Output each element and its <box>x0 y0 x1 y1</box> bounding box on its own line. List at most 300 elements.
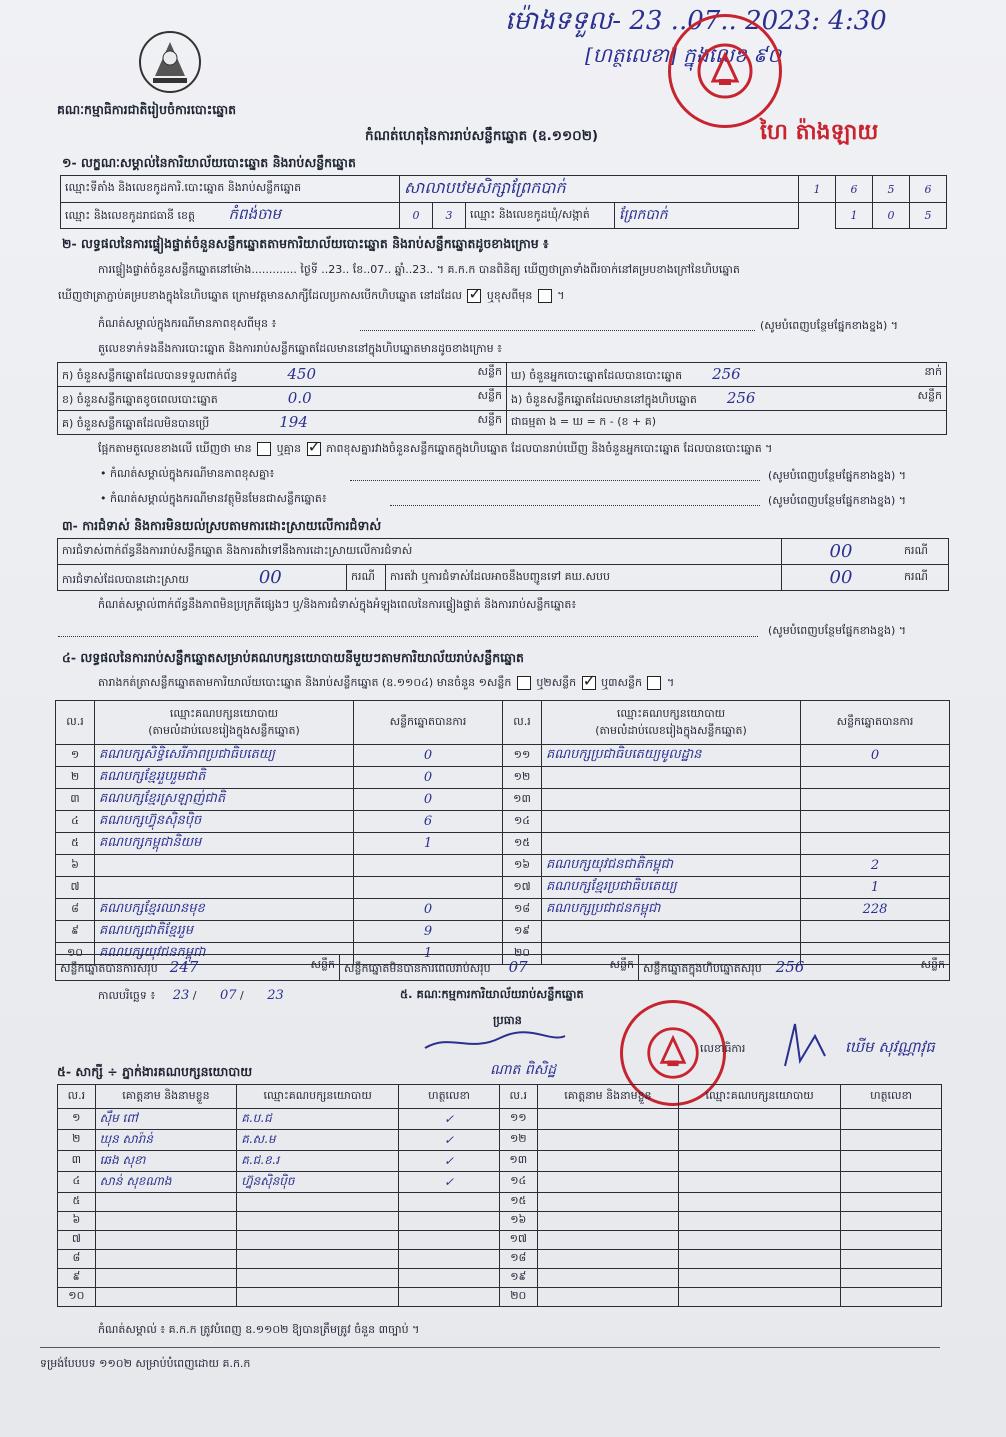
figure-ko <box>58 411 507 435</box>
witness-no: ៩ <box>58 1269 96 1288</box>
objections-table <box>57 538 949 591</box>
result-votes: 6 <box>354 811 503 833</box>
witness-party <box>237 1231 399 1250</box>
witness-row <box>58 1151 942 1172</box>
witness-party <box>679 1250 841 1269</box>
total-box-value: 256 <box>775 957 805 976</box>
province-code-1: 0 <box>400 203 433 229</box>
result-party: គណបក្សប្រជាធិបតេយ្យមូលដ្ឋាន <box>542 745 801 767</box>
irregularities-line <box>58 636 758 637</box>
witness-party: គ.ជ.ខ.រ <box>237 1151 399 1172</box>
copies-note: កំណត់សម្គាល់ ៖ គ.ក.ក ត្រូវបំពេញ ឧ.១១០២ ឱ្យបានត្រឹមត្រូវ ចំនួន ៣ច្បាប់ ។ <box>98 1323 420 1336</box>
total-valid-label: សន្លឹកឆ្នោតបានការសរុប <box>60 961 158 975</box>
irregularities-note: កំណត់សម្គាល់ពាក់ព័ន្ធនឹងភាពមិនប្រក្រតីផ្សេងៗ ឬ/និងការជំទាស់ក្នុងអំឡុងពេលនៃការផ្ទៀងផ្ទាត់ និងការរាប់សន្លឹកឆ្នោត៖ <box>98 598 577 611</box>
figure-ngo <box>507 387 947 411</box>
witness-signature <box>841 1212 942 1231</box>
date-year: 23 <box>267 988 284 1003</box>
result-party: គណបក្សយុវជនកម្ពុជា <box>95 943 354 965</box>
witness-header-sign-left: ហត្ថលេខា <box>399 1085 500 1109</box>
witness-no: ២០ <box>499 1288 537 1307</box>
commune-code-2: 0 <box>873 203 910 229</box>
result-no: ១៨ <box>503 899 542 921</box>
results-row <box>56 745 950 767</box>
commune-label: ឈ្មោះ និងលេខកូដឃុំ/សង្កាត់ <box>466 203 615 229</box>
bullet-foreign-line <box>390 505 760 506</box>
witness-no: ១៤ <box>499 1172 537 1193</box>
witness-no: ១៨ <box>499 1250 537 1269</box>
witness-name <box>537 1250 679 1269</box>
no-discrepancy-checkbox[interactable] <box>307 442 321 456</box>
location-value: សាលាបឋមសិក្សាព្រែកបាក់ <box>400 176 799 203</box>
result-party: គណបក្សជាតិខ្មែររួម <box>95 921 354 943</box>
resolved-cell <box>58 565 347 591</box>
results-header-party-left <box>95 701 354 745</box>
witness-no: ១២ <box>499 1130 537 1151</box>
results-table <box>55 700 950 965</box>
witness-no: ៤ <box>58 1172 96 1193</box>
figure-ka <box>58 363 507 387</box>
witness-signature <box>399 1269 500 1288</box>
result-votes: 1 <box>354 943 503 965</box>
location-code-1: 1 <box>799 176 836 203</box>
result-party: គណបក្សខ្មែរប្រជាធិបតេយ្យ <box>542 877 801 899</box>
witness-header-party-left: ឈ្មោះគណបក្សនយោបាយ <box>237 1085 399 1109</box>
official-stamp-top <box>668 14 782 128</box>
handwritten-received-time: ម៉ោងទទួល- 23 ..07.. 2023: 4:30 <box>505 6 887 36</box>
witness-party <box>237 1250 399 1269</box>
result-no: ៩ <box>56 921 95 943</box>
witness-name <box>95 1212 237 1231</box>
chair-name: ណាត ពិសិដ្ឋ <box>490 1062 556 1078</box>
witness-no: ១៥ <box>499 1193 537 1212</box>
witness-row <box>58 1231 942 1250</box>
witness-signature: ✓ <box>399 1130 500 1151</box>
date-line: កាលបរិច្ឆេទ ៖ 23 / 07 / 23 <box>98 988 284 1003</box>
sheets-count-line: តារាងកត់ត្រាសន្លឹកឆ្នោតតាមការិយាល័យបោះឆ្នោត និងរាប់សន្លឹកឆ្នោត (ឧ.១១០៤) មានចំនួន ១សន្លឹក ឬ២សន្លឹក ✓ ឬ៣សន្លឹក ។ <box>98 676 674 690</box>
witness-header-sign-right: ហត្ថលេខា <box>841 1085 942 1109</box>
witness-no: ៣ <box>58 1151 96 1172</box>
result-votes <box>354 855 503 877</box>
total-valid-cell <box>56 955 340 981</box>
witness-party <box>237 1212 399 1231</box>
witness-name <box>95 1288 237 1307</box>
one-sheet-checkbox[interactable] <box>517 676 531 690</box>
result-no: ១៦ <box>503 855 542 877</box>
witness-row <box>58 1109 942 1130</box>
changed-label: ឬខុសពីមុន <box>486 289 533 302</box>
three-sheets-label: ឬ៣សន្លឹក <box>601 676 642 689</box>
figure-gho-value: 256 <box>712 364 741 383</box>
witness-table <box>57 1084 942 1307</box>
total-invalid-cell <box>340 955 639 981</box>
figure-kha-value: 0.0 <box>287 388 312 407</box>
result-votes: 0 <box>801 745 950 767</box>
objections-unit: ករណី <box>900 539 949 565</box>
total-box-unit: សន្លឹក <box>920 957 945 971</box>
witness-no: ១០ <box>58 1288 96 1307</box>
result-votes <box>801 833 950 855</box>
witness-signature <box>399 1193 500 1212</box>
bullet-discrepancy-line <box>350 480 760 481</box>
figure-ko-label: គ) ចំនួនសន្លឹកឆ្នោតដែលមិនបានប្រើ <box>62 416 210 430</box>
irregularities-hint: (សូមបំពេញបន្ថែមផ្នែកខាងខ្នង) ។ <box>768 624 907 637</box>
result-no: ១៣ <box>503 789 542 811</box>
witness-name <box>537 1172 679 1193</box>
figure-ngo-value: 256 <box>726 388 756 407</box>
figure-ka-unit: សន្លឹក <box>477 364 502 378</box>
witness-party <box>679 1151 841 1172</box>
secretary-label: លេខាធិការ <box>700 1042 746 1055</box>
results-header-votes-left: សន្លឹកឆ្នោតបានការ <box>354 701 503 745</box>
results-header-party-left-title: ឈ្មោះគណបក្សនយោបាយ <box>169 707 279 720</box>
witness-party <box>237 1269 399 1288</box>
witness-no: ៨ <box>58 1250 96 1269</box>
witness-name <box>95 1250 237 1269</box>
has-discrepancy-checkbox[interactable] <box>257 442 271 456</box>
discrepancy-description: ភាពខុសគ្នារវាងចំនួនសន្លឹកឆ្នោតក្នុងហិបឆ្នោត ដែលបានរាប់ឃើញ និងចំនួនអ្នកបោះឆ្នោត ដែលបានបោះឆ្នោត ។ <box>326 442 773 455</box>
witness-party <box>679 1288 841 1307</box>
commune-value: ព្រែកបាក់ <box>615 203 799 229</box>
handwritten-note: [ហត្ថលេខា] ក្នុងលេខ ៩០ <box>585 43 782 67</box>
date-month: 07 <box>219 988 237 1003</box>
figure-ka-label: ក) ចំនួនសន្លឹកឆ្នោតដែលបានទទួលពាក់ព័ន្ធ <box>62 368 238 382</box>
witness-name <box>537 1109 679 1130</box>
two-sheets-label: ឬ២សន្លឹក <box>536 676 577 689</box>
witness-party <box>237 1193 399 1212</box>
results-header-no-right: ល.រ <box>503 701 542 745</box>
results-header-party-left-sub: (តាមលំដាប់លេខរៀងក្នុងសន្លឹកឆ្នោត) <box>148 723 300 737</box>
result-party <box>95 877 354 899</box>
section3-title: ៣- ការជំទាស់ និងការមិនយល់ស្របតាមការដោះស្រាយលើការជំទាស់ <box>62 518 382 533</box>
total-invalid-label: សន្លឹកឆ្នោតមិនបានការពេលរាប់សរុប <box>344 961 491 975</box>
result-party: គណបក្សយុវជនជាតិកម្ពុជា <box>542 855 801 877</box>
witness-signature <box>841 1231 942 1250</box>
secretary-name: ឃើម សុវណ្ណាវុធ <box>845 1038 935 1056</box>
results-header-party-right-sub: (តាមលំដាប់លេខរៀងក្នុងសន្លឹកឆ្នោត) <box>595 723 747 737</box>
result-party <box>542 789 801 811</box>
result-no: ១៤ <box>503 811 542 833</box>
footer-text: ទម្រង់បែបបទ ១១០២ សម្រាប់បំពេញដោយ គ.ក.ក <box>40 1357 251 1370</box>
difference-note-hint: (សូមបំពេញបន្ថែមផ្នែកខាងខ្នង) ។ <box>760 319 899 332</box>
witness-signature <box>841 1250 942 1269</box>
province-label-text: ឈ្មោះ និងលេខកូដរាជធានី ខេត្ត <box>65 208 195 222</box>
commune-code-spacer <box>799 203 836 229</box>
witness-party <box>679 1172 841 1193</box>
bullet-foreign-note: (សូមបំពេញបន្ថែមផ្នែកខាងខ្នង) ។ <box>768 494 907 507</box>
verification-line2-text: ឃើញថាត្រាភ្ជាប់គម្របខាងក្នុងនៃហិបឆ្នោត ក្រោមវត្តមានសាក្សីដែលប្រកាសបើកហិបឆ្នោត នៅដដែល <box>58 289 462 302</box>
results-row <box>56 767 950 789</box>
witness-signature <box>399 1288 500 1307</box>
results-row <box>56 899 950 921</box>
results-body <box>56 745 950 965</box>
result-votes <box>801 767 950 789</box>
result-no: ៦ <box>56 855 95 877</box>
witness-no: ២ <box>58 1130 96 1151</box>
discrepancy-line <box>98 442 772 456</box>
results-header-party-right-title: ឈ្មោះគណបក្សនយោបាយ <box>616 707 726 720</box>
figure-kha <box>58 387 507 411</box>
result-votes: 1 <box>354 833 503 855</box>
result-party: គណបក្សខ្មែររួបរួមជាតិ <box>95 767 354 789</box>
difference-note-line <box>360 330 755 331</box>
result-no: ១១ <box>503 745 542 767</box>
changed-checkbox[interactable] <box>538 289 552 303</box>
witness-signature <box>841 1130 942 1151</box>
witness-party <box>679 1269 841 1288</box>
footer-divider <box>40 1347 940 1348</box>
location-code-4: 6 <box>910 176 947 203</box>
objections-value: 00 <box>782 539 901 565</box>
result-votes <box>801 789 950 811</box>
witness-signature: ✓ <box>399 1109 500 1130</box>
section5-title: ៥- សាក្សី ÷ ភ្នាក់ងារគណបក្សនយោបាយ <box>57 1064 253 1079</box>
province-value: កំពង់ចាម <box>228 204 281 223</box>
witness-no: ១៩ <box>499 1269 537 1288</box>
witness-name <box>95 1269 237 1288</box>
result-party: គណបក្សខ្មែរស្រឡាញ់ជាតិ <box>95 789 354 811</box>
result-votes: 0 <box>354 789 503 811</box>
witness-signature <box>399 1212 500 1231</box>
result-no: ៥ <box>56 833 95 855</box>
figure-kha-unit: សន្លឹក <box>477 388 502 402</box>
results-header-votes-right: សន្លឹកឆ្នោតបានការ <box>801 701 950 745</box>
witness-name <box>537 1130 679 1151</box>
witness-party <box>679 1109 841 1130</box>
witness-row <box>58 1212 942 1231</box>
results-row <box>56 921 950 943</box>
figure-ko-value: 194 <box>279 412 308 431</box>
province-label <box>61 203 400 229</box>
witness-name: សាន់ សុខណាង <box>95 1172 237 1193</box>
result-no: ២ <box>56 767 95 789</box>
result-no: ២០ <box>503 943 542 965</box>
objections-label: ការជំទាស់ពាក់ព័ន្ធនឹងការរាប់សន្លឹកឆ្នោត និងការតវ៉ាទៅនឹងការដោះស្រាយលើការជំទាស់ <box>58 539 782 565</box>
results-row <box>56 811 950 833</box>
witness-signature <box>841 1151 942 1172</box>
witness-no: ១៣ <box>499 1151 537 1172</box>
witness-name <box>537 1231 679 1250</box>
three-sheets-checkbox[interactable] <box>647 676 661 690</box>
result-votes: 228 <box>801 899 950 921</box>
forwarded-unit: ករណី <box>900 565 949 591</box>
result-no: ៧ <box>56 877 95 899</box>
result-votes: 9 <box>354 921 503 943</box>
witness-signature <box>841 1109 942 1130</box>
total-valid-unit: សន្លឹក <box>310 957 335 971</box>
resolved-label: ការជំទាស់ដែលបានដោះស្រាយ <box>62 572 189 586</box>
witness-signature <box>841 1269 942 1288</box>
result-no: ១៩ <box>503 921 542 943</box>
two-sheets-checkbox[interactable] <box>582 676 596 690</box>
witness-header-name-left: គោត្តនាម និងនាមខ្លួន <box>95 1085 237 1109</box>
witness-row <box>58 1288 942 1307</box>
location-label: ឈ្មោះទីតាំង និងលេខកូដការិ.បោះឆ្នោត និងរាប់សន្លឹកឆ្នោត <box>61 176 400 203</box>
figures-table <box>57 362 947 435</box>
result-party <box>95 855 354 877</box>
date-day: 23 <box>172 988 190 1003</box>
date-label: កាលបរិច្ឆេទ ៖ <box>98 989 156 1002</box>
total-box-label: សន្លឹកឆ្នោតក្នុងហិបឆ្នោតសរុប <box>643 961 762 975</box>
discrepancy-has-label: ផ្អែកតាមតួលេខខាងលើ ឃើញថា មាន <box>98 442 252 455</box>
witness-party: គ.ប.ជ <box>237 1109 399 1130</box>
witness-party <box>237 1288 399 1307</box>
result-no: ១០ <box>56 943 95 965</box>
total-invalid-value: 07 <box>508 957 528 976</box>
section4-title: ៤- លទ្ធផលនៃការរាប់សន្លឹកឆ្នោតសម្រាប់គណបក្សនយោបាយនីមួយៗតាមការិយាល័យរាប់សន្លឹកឆ្នោត <box>62 650 524 665</box>
result-votes <box>354 877 503 899</box>
nec-emblem-icon <box>133 28 207 98</box>
committee-label: ៥. គណៈកម្មការការិយាល័យរាប់សន្លឹកឆ្នោត <box>400 987 584 1001</box>
witness-row <box>58 1193 942 1212</box>
witness-name <box>537 1269 679 1288</box>
section2-title: ២- លទ្ធផលនៃការផ្ទៀងផ្ទាត់ចំនួនសន្លឹកឆ្នោតតាមការិយាល័យបោះឆ្នោត និងរាប់សន្លឹកឆ្នោតដូចខាងក្រោម ៖ <box>62 236 549 251</box>
results-header-party-right <box>542 701 801 745</box>
figure-gho-unit: នាក់ <box>924 364 942 378</box>
witness-name <box>537 1151 679 1172</box>
result-votes: 0 <box>354 745 503 767</box>
results-row <box>56 789 950 811</box>
witness-signature <box>841 1172 942 1193</box>
witness-name <box>537 1193 679 1212</box>
emblem-icon <box>695 41 755 101</box>
resolved-value: 00 <box>258 566 282 588</box>
result-no: ១៥ <box>503 833 542 855</box>
province-code-2: 3 <box>433 203 466 229</box>
forwarded-label: ការតវ៉ា ឬការជំទាស់ដែលអាចនឹងបញ្ជូនទៅ គឃ.សបប <box>386 565 782 591</box>
witness-header-no-right: ល.រ <box>499 1085 537 1109</box>
figure-ka-value: 450 <box>287 364 317 383</box>
witness-signature <box>399 1250 500 1269</box>
witness-signature: ✓ <box>399 1151 500 1172</box>
witness-body <box>58 1109 942 1307</box>
figure-ngo-label: ង) ចំនួនសន្លឹកឆ្នោតដែលមាននៅក្នុងហិបឆ្នោត <box>511 392 697 406</box>
result-no: ៣ <box>56 789 95 811</box>
results-row <box>56 855 950 877</box>
result-no: ៤ <box>56 811 95 833</box>
results-row <box>56 877 950 899</box>
witness-name: ឆេង សុខា <box>95 1151 237 1172</box>
result-party: គណបក្សហ៊្វុនស៊ិនប៉ិច <box>95 811 354 833</box>
sheets-count-text: តារាងកត់ត្រាសន្លឹកឆ្នោតតាមការិយាល័យបោះឆ្នោត និងរាប់សន្លឹកឆ្នោត (ឧ.១១០៤) មានចំនួន ១សន្លឹក <box>98 676 512 689</box>
witness-name: ឃុន សារ៉ាន់ <box>95 1130 237 1151</box>
witness-party: គ.ស.ម <box>237 1130 399 1151</box>
figure-ko-unit: សន្លឹក <box>477 412 502 426</box>
result-votes <box>801 811 950 833</box>
witness-name <box>95 1193 237 1212</box>
result-party <box>542 767 801 789</box>
witness-party <box>679 1193 841 1212</box>
stamp-name: ហៃ ត៉ាងឡាយ <box>760 120 879 145</box>
witness-no: ១៦ <box>499 1212 537 1231</box>
witness-no: ១១ <box>499 1109 537 1130</box>
forwarded-value: 00 <box>782 565 901 591</box>
total-invalid-unit: សន្លឹក <box>609 957 634 971</box>
result-votes: 2 <box>801 855 950 877</box>
witness-no: ១៧ <box>499 1231 537 1250</box>
verification-line1: ការផ្ទៀងផ្ទាត់ចំនួនសន្លឹកឆ្នោតនៅម៉ោង............. ថ្ងៃទី ..23.. ខែ..07.. ឆ្នាំ..23.. ។ គ.ក.ក បានពិនិត្យ ឃើញថាត្រាទាំងពីរចាក់នៅគម្របខាងក្រៅនៃហិបឆ្នោត <box>98 263 740 276</box>
bullet-discrepancy-note: (សូមបំពេញបន្ថែមផ្នែកខាងខ្នង) ។ <box>768 469 907 482</box>
witness-header-party-right: ឈ្មោះគណបក្សនយោបាយ <box>679 1085 841 1109</box>
witness-signature <box>399 1231 500 1250</box>
result-no: ៨ <box>56 899 95 921</box>
result-party <box>542 921 801 943</box>
totals-table <box>55 954 950 981</box>
result-no: ១ <box>56 745 95 767</box>
witness-party: ហ្វ៊ុនស៊ិនប៉ិច <box>237 1172 399 1193</box>
verification-line2: ឃើញថាត្រាភ្ជាប់គម្របខាងក្នុងនៃហិបឆ្នោត ក្រោមវត្តមានសាក្សីដែលប្រកាសបើកហិបឆ្នោត នៅដដែល ✓ ឬខុសពីមុន ។ <box>58 289 565 303</box>
result-votes <box>801 921 950 943</box>
witness-party <box>679 1231 841 1250</box>
committee-emblem-icon <box>645 1025 701 1081</box>
unchanged-checkbox[interactable] <box>467 289 481 303</box>
commune-code-1: 1 <box>836 203 873 229</box>
results-header-no-left: ល.រ <box>56 701 95 745</box>
nec-logo <box>133 28 207 98</box>
resolved-unit: ករណី <box>347 565 386 591</box>
result-party <box>542 811 801 833</box>
figure-gho-label: ឃ) ចំនួនអ្នកបោះឆ្នោតដែលបានបោះឆ្នោត <box>511 368 683 382</box>
witness-no: ៦ <box>58 1212 96 1231</box>
result-no: ១៧ <box>503 877 542 899</box>
witness-signature: ✓ <box>399 1172 500 1193</box>
secretary-signature-icon <box>775 1016 835 1076</box>
form-title: កំណត់ហេតុនៃការរាប់សន្លឹកឆ្នោត (ឧ.១១០២) <box>365 128 599 144</box>
witness-name <box>537 1212 679 1231</box>
result-votes: 0 <box>354 767 503 789</box>
witness-party <box>679 1130 841 1151</box>
result-party: គណបក្សសិទ្ធិសេរីភាពប្រជាធិបតេយ្យ <box>95 745 354 767</box>
witness-header-name-right: គោត្តនាម និងនាមខ្លួន <box>537 1085 679 1109</box>
difference-note-label: កំណត់សម្គាល់ក្នុងករណីមានភាពខុសពីមុន ៖ <box>98 317 277 330</box>
location-code-2: 6 <box>836 176 873 203</box>
witness-row <box>58 1250 942 1269</box>
witness-row <box>58 1130 942 1151</box>
result-party: គណបក្សប្រជាជនកម្ពុជា <box>542 899 801 921</box>
bullet-discrepancy: • កំណត់សម្គាល់ក្នុងករណីមានភាពខុសគ្នា៖ <box>100 467 275 480</box>
chair-signature-icon <box>420 1028 570 1058</box>
witness-name <box>95 1231 237 1250</box>
figure-ngo-unit: សន្លឹក <box>917 388 942 402</box>
total-box-cell <box>639 955 950 981</box>
chair-label: ប្រធាន <box>493 1013 522 1027</box>
witness-no: ៥ <box>58 1193 96 1212</box>
figure-gho <box>507 363 947 387</box>
witness-signature <box>841 1193 942 1212</box>
result-no: ១២ <box>503 767 542 789</box>
figures-intro: តួលេខទាក់ទងនឹងការបោះឆ្នោត និងការរាប់សន្លឹកឆ្នោតដែលមាននៅក្នុងហិបឆ្នោតមានដូចខាងក្រោម ៖ <box>98 342 502 355</box>
witness-header-no-left: ល.រ <box>58 1085 96 1109</box>
result-party: គណបក្សកម្ពុជានិយម <box>95 833 354 855</box>
discrepancy-none-label: ឬគ្មាន <box>276 442 302 455</box>
section1-title: ១- លក្ខណៈសម្គាល់នៃការិយាល័យបោះឆ្នោត និងរាប់សន្លឹកឆ្នោត <box>62 155 356 170</box>
witness-no: ៧ <box>58 1231 96 1250</box>
witness-row <box>58 1172 942 1193</box>
witness-party <box>679 1212 841 1231</box>
witness-name: ស៊ឹម ពៅ <box>95 1109 237 1130</box>
results-row <box>56 833 950 855</box>
result-votes: 1 <box>801 877 950 899</box>
witness-name <box>537 1288 679 1307</box>
bullet-foreign-object: • កំណត់សម្គាល់ក្នុងករណីមានវត្ថុមិនមែនជាសន្លឹកឆ្នោត៖ <box>100 492 327 505</box>
result-party: គណបក្សខ្មែរឈានមុខ <box>95 899 354 921</box>
result-votes: 0 <box>354 899 503 921</box>
total-valid-value: 247 <box>169 957 199 976</box>
witness-signature <box>841 1288 942 1307</box>
witness-no: ១ <box>58 1109 96 1130</box>
figure-formula: ជាធម្មតា ង = ឃ = ក - (ខ + គ) <box>507 411 947 435</box>
result-party <box>542 833 801 855</box>
section1-table <box>60 175 947 229</box>
